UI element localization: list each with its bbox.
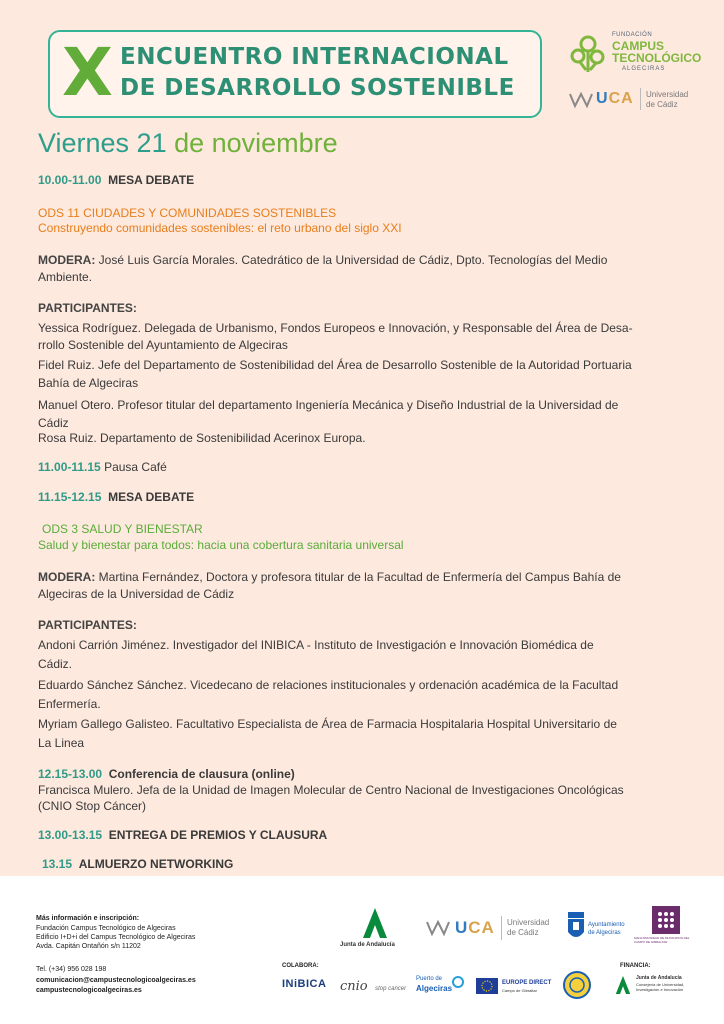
uca-footer-emblem-icon xyxy=(425,918,451,938)
edition-numeral: X xyxy=(62,34,113,111)
event-date: Viernes 21 de noviembre xyxy=(38,128,338,158)
session1-participant-line: Yessica Rodríguez. Delegada de Urbanismo, Fondos Europeos e Innovación, y Responsable del Área de Desa- xyxy=(38,321,633,335)
awards-heading: 13.00-13.15 ENTREGA DE PREMIOS Y CLAUSURA xyxy=(38,828,328,842)
uca-sub2: de Cádiz xyxy=(646,100,678,109)
footer-info-line: Fundación Campus Tecnológico de Algeciras xyxy=(36,925,176,932)
networking-lunch: 13.15 ALMUERZO NETWORKING xyxy=(42,857,234,871)
junta-financia-label3: Investigación e Innovación xyxy=(636,987,684,992)
uca-logo xyxy=(568,88,718,112)
campus-logo-line1: CAMPUS xyxy=(612,39,665,53)
closing-conference-speaker-cont: (CNIO Stop Cáncer) xyxy=(38,799,147,813)
puerto-label1: Puerto de xyxy=(416,976,443,982)
session2-ods: ODS 3 SALUD Y BIENESTAR xyxy=(42,522,203,536)
footer-email-link[interactable]: comunicacion@campustecnologicoalgeciras.es xyxy=(36,977,196,984)
session2-participant-line: Myriam Gallego Galisteo. Facultativo Especialista de Área de Farmacia Hospitalaria Hospital Universitario de xyxy=(38,717,617,731)
mancomunidad-label: MANCOMUNIDAD DE MUNICIPIOS DEL CAMPO DE GIBRALTAR xyxy=(634,936,690,944)
eu-flag-icon xyxy=(476,978,498,994)
seal-logo xyxy=(563,971,591,999)
uca-footer-wordmark: UCA xyxy=(455,918,495,937)
financia-label: FINANCIA: xyxy=(620,963,651,969)
uca-footer-logo xyxy=(425,914,555,944)
junta-financia-icon xyxy=(614,974,632,996)
mancomunidad-icon xyxy=(652,906,680,934)
session1-heading: 10.00-11.00 MESA DEBATE xyxy=(38,173,195,187)
puerto-label2: Algeciras xyxy=(416,984,453,993)
ayuntamiento-label1: Ayuntamiento xyxy=(588,922,625,928)
session1-participant-line: Manuel Otero. Profesor titular del departamento Ingeniería Mecánica y Diseño Industrial de la Universidad de xyxy=(38,398,619,412)
campus-leaf-icon xyxy=(568,32,608,74)
uca-footer-sub2: de Cádiz xyxy=(507,928,539,937)
footer-web-link[interactable]: campustecnologicoalgeciras.es xyxy=(36,987,142,994)
session2-participant-line: Cádiz. xyxy=(38,657,73,671)
footer-phone: Tel. (+34) 956 028 198 xyxy=(36,966,107,973)
session1-participant-line: Rosa Ruiz. Departamento de Sostenibilidad Acerinox Europa. xyxy=(38,431,366,445)
uca-footer-sub1: Universidad xyxy=(507,918,550,927)
ayuntamiento-algeciras-logo xyxy=(566,910,630,950)
puerto-algeciras-logo xyxy=(414,974,464,998)
closing-conference-heading: 12.15-13.00 Conferencia de clausura (online) xyxy=(38,767,295,781)
uca-footer-divider xyxy=(501,916,502,940)
session1-ods: ODS 11 CIUDADES Y COMUNIDADES SOSTENIBLES xyxy=(38,206,337,220)
europe-direct-logo xyxy=(476,976,556,998)
session1-participant-line: Bahía de Algeciras xyxy=(38,376,139,390)
coffee-break: 11.00-11.15 Pausa Café xyxy=(38,460,167,474)
mancomunidad-logo xyxy=(634,906,700,946)
session2-moderator-cont: Algeciras de la Universidad de Cádiz xyxy=(38,587,235,601)
junta-financia-label2: Consejería de Universidad, xyxy=(636,982,685,987)
uca-emblem-icon xyxy=(568,90,594,110)
junta-a-icon xyxy=(360,906,390,940)
inibica-logo: INiBICA xyxy=(282,978,327,990)
session2-participant-line: Andoni Carrión Jiménez. Investigador del INIBICA - Instituto de Investigación e Innovación Biomédica de xyxy=(38,638,594,652)
event-title-line1: ENCUENTRO INTERNACIONAL xyxy=(120,44,509,70)
session2-participant-line: Eduardo Sánchez Sánchez. Vicedecano de relaciones institucionales y ordenación académica de la Facultad xyxy=(38,678,619,692)
event-title-box xyxy=(48,30,542,118)
junta-financia-label1: Junta de Andalucía xyxy=(636,975,682,981)
cnio-logo xyxy=(340,977,410,997)
cnio-wordmark: cnio xyxy=(340,979,368,994)
event-title-line2: DE DESARROLLO SOSTENIBLE xyxy=(120,75,515,101)
junta-label: Junta de Andalucía xyxy=(340,942,395,948)
junta-financia-logo xyxy=(614,972,714,1000)
campus-logo-line3: ALGECIRAS xyxy=(622,66,666,72)
footer-info-line: Edificio I+D+i del Campus Tecnológico de Algeciras xyxy=(36,934,196,941)
colabora-label: COLABORA: xyxy=(282,963,319,969)
uca-divider xyxy=(640,88,641,110)
session1-subtitle: Construyendo comunidades sostenibles: el reto urbano del siglo XXI xyxy=(38,221,402,235)
ayuntamiento-label2: de Algeciras xyxy=(588,930,621,936)
ayuntamiento-shield-icon xyxy=(566,910,586,942)
session2-moderator: MODERA: Martina Fernández, Doctora y profesora titular de la Facultad de Enfermería del Campus Bahía de xyxy=(38,570,621,584)
uca-sub1: Universidad xyxy=(646,90,689,99)
session2-subtitle: Salud y bienestar para todos: hacia una cobertura sanitaria universal xyxy=(38,538,404,552)
footer-info-title: Más información e inscripción: xyxy=(36,915,140,922)
session1-participant-line: rrollo Sostenible del Ayuntamiento de Algeciras xyxy=(38,338,288,352)
session1-participant-line: Fidel Ruiz. Jefe del Departamento de Sostenibilidad del Área de Desarrollo Sostenible de la Autoridad Portuaria xyxy=(38,358,632,372)
campus-logo-small: FUNDACIÓN xyxy=(612,32,653,38)
junta-andalucia-logo xyxy=(340,906,410,952)
session1-moderator-cont: Ambiente. xyxy=(38,270,93,284)
campus-logo-line2: TECNOLÓGICO xyxy=(612,51,702,65)
footer xyxy=(0,876,724,1024)
uca-wordmark: UCA xyxy=(596,90,634,107)
closing-conference-speaker: Francisca Mulero. Jefa de la Unidad de Imagen Molecular de Centro Nacional de Investigaciones Oncológicas xyxy=(38,783,624,797)
europe-direct-label2: Campo de Gibraltar xyxy=(502,988,537,993)
puerto-wave-icon xyxy=(452,976,464,988)
europe-direct-label1: EUROPE DIRECT xyxy=(502,980,552,986)
session2-participant-line: La Linea xyxy=(38,736,85,750)
session1-participant-line: Cádiz xyxy=(38,416,69,430)
session2-participant-line: Enfermería. xyxy=(38,697,101,711)
seal-icon xyxy=(563,971,591,999)
footer-info-line: Avda. Capitán Ontañón s/n 11202 xyxy=(36,943,141,950)
session2-heading: 11.15-12.15 MESA DEBATE xyxy=(38,490,195,504)
campus-tecnologico-logo xyxy=(568,32,718,76)
session1-participants-label: PARTICIPANTES: xyxy=(38,301,137,315)
session2-participants-label: PARTICIPANTES: xyxy=(38,618,137,632)
cnio-sub: stop cancer xyxy=(375,986,407,992)
session1-moderator: MODERA: José Luis García Morales. Catedrático de la Universidad de Cádiz, Dpto. Tecnologías del Medio xyxy=(38,253,608,267)
